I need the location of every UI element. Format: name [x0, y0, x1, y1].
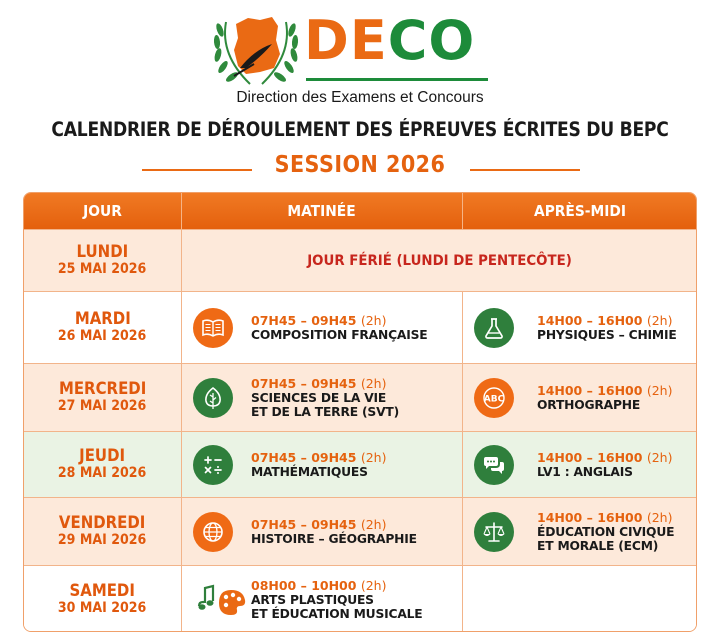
day-date: 28 MAI 2026	[58, 465, 147, 482]
day-date: 25 MAI 2026	[58, 261, 147, 278]
afternoon-exam	[462, 498, 697, 565]
exam-time: 14H00 – 16H00	[537, 449, 643, 465]
logo-underline	[306, 78, 488, 81]
exam-subject: HISTOIRE – GÉOGRAPHIE	[251, 531, 417, 546]
header-divider	[462, 193, 463, 229]
chat-bubbles-icon	[474, 445, 514, 485]
morning-exam	[181, 432, 462, 497]
day-cell	[24, 292, 181, 363]
exam-duration: (2h)	[646, 449, 673, 465]
afternoon-exam	[462, 432, 697, 497]
header-divider	[181, 193, 182, 229]
music-palette-icon	[195, 582, 247, 618]
exam-subject: ARTS PLASTIQUES	[251, 592, 374, 607]
table-row-vendredi	[24, 497, 696, 565]
day-cell	[24, 364, 181, 431]
table-row-samedi	[24, 565, 696, 632]
header-matinee: MATINÉE	[287, 202, 356, 220]
day-cell	[24, 566, 181, 632]
exam-time: 14H00 – 16H00	[537, 312, 643, 328]
exam-time: 07H45 – 09H45	[251, 375, 357, 391]
morning-exam	[181, 364, 462, 431]
deco-wordmark: DECO	[304, 9, 476, 72]
day-cell	[24, 498, 181, 565]
exam-subject: PHYSIQUES – CHIMIE	[537, 327, 677, 342]
exam-time: 07H45 – 09H45	[251, 312, 357, 328]
exam-time: 07H45 – 09H45	[251, 449, 357, 465]
day-date: 29 MAI 2026	[58, 532, 147, 549]
exam-duration: (2h)	[360, 516, 387, 532]
flask-icon	[474, 308, 514, 348]
afternoon-empty	[462, 566, 697, 632]
exam-duration: (2h)	[646, 509, 673, 525]
exam-duration: (2h)	[360, 449, 387, 465]
globe-icon	[193, 512, 233, 552]
exam-time: 08H00 – 10H00	[251, 577, 357, 593]
exam-duration: (2h)	[646, 312, 673, 328]
header	[0, 0, 720, 190]
table-row-jeudi	[24, 431, 696, 497]
exam-subject: COMPOSITION FRANÇAISE	[251, 327, 428, 342]
math-operators-icon	[193, 445, 233, 485]
exam-time: 14H00 – 16H00	[537, 509, 643, 525]
day-cell	[24, 432, 181, 497]
exam-subject-line2: ET MORALE (ECM)	[537, 539, 659, 553]
exam-time: 14H00 – 16H00	[537, 382, 643, 398]
leaf-icon	[193, 378, 233, 418]
logo-subtitle: Direction des Examens et Concours	[236, 89, 484, 106]
day-date: 27 MAI 2026	[58, 398, 147, 415]
holiday-note: JOUR FÉRIÉ (LUNDI DE PENTECÔTE)	[307, 252, 572, 269]
column-divider	[181, 230, 182, 291]
exam-subject: LV1 : ANGLAIS	[537, 464, 633, 479]
exam-subject-line2: ET DE LA TERRE (SVT)	[251, 405, 399, 419]
day-name: SAMEDI	[69, 581, 136, 602]
exam-time: 07H45 – 09H45	[251, 516, 357, 532]
deco-emblem-logo	[210, 10, 302, 90]
abc-icon	[474, 378, 514, 418]
day-name: MERCREDI	[58, 379, 147, 400]
exam-duration: (2h)	[360, 577, 387, 593]
table-header	[24, 193, 696, 229]
exam-subject: MATHÉMATIQUES	[251, 464, 368, 479]
day-name: MARDI	[74, 309, 131, 330]
session-banner	[0, 152, 720, 186]
abc-icon-text: ABC	[483, 394, 505, 404]
exam-subject: ÉDUCATION CIVIQUE	[537, 524, 675, 539]
afternoon-exam	[462, 292, 697, 363]
exam-subject: ORTHOGRAPHE	[537, 397, 641, 412]
table-row-lundi	[24, 229, 696, 291]
session-rule-right	[470, 169, 580, 171]
session-label: SESSION 2026	[274, 152, 446, 178]
day-cell	[24, 230, 181, 291]
header-apres-midi: APRÈS-MIDI	[534, 202, 626, 220]
afternoon-exam	[462, 364, 697, 431]
morning-exam	[181, 292, 462, 363]
exam-duration: (2h)	[360, 312, 387, 328]
morning-exam	[181, 566, 462, 632]
day-name: LUNDI	[76, 242, 129, 263]
day-name: JEUDI	[79, 446, 126, 467]
morning-exam	[181, 498, 462, 565]
table-row-mercredi	[24, 363, 696, 431]
exam-subject: SCIENCES DE LA VIE	[251, 390, 387, 405]
day-date: 30 MAI 2026	[58, 600, 147, 617]
exam-duration: (2h)	[646, 382, 673, 398]
day-name: VENDREDI	[59, 513, 146, 534]
page-title: CALENDRIER DE DÉROULEMENT DES ÉPREUVES ÉCRITES DU BEPC	[51, 118, 669, 141]
schedule-table	[23, 192, 697, 632]
exam-subject-line2: ET ÉDUCATION MUSICALE	[251, 607, 423, 621]
exam-duration: (2h)	[360, 375, 387, 391]
scales-icon	[474, 512, 514, 552]
table-row-mardi	[24, 291, 696, 363]
book-icon	[193, 308, 233, 348]
day-date: 26 MAI 2026	[58, 328, 147, 345]
header-jour: JOUR	[83, 202, 122, 220]
